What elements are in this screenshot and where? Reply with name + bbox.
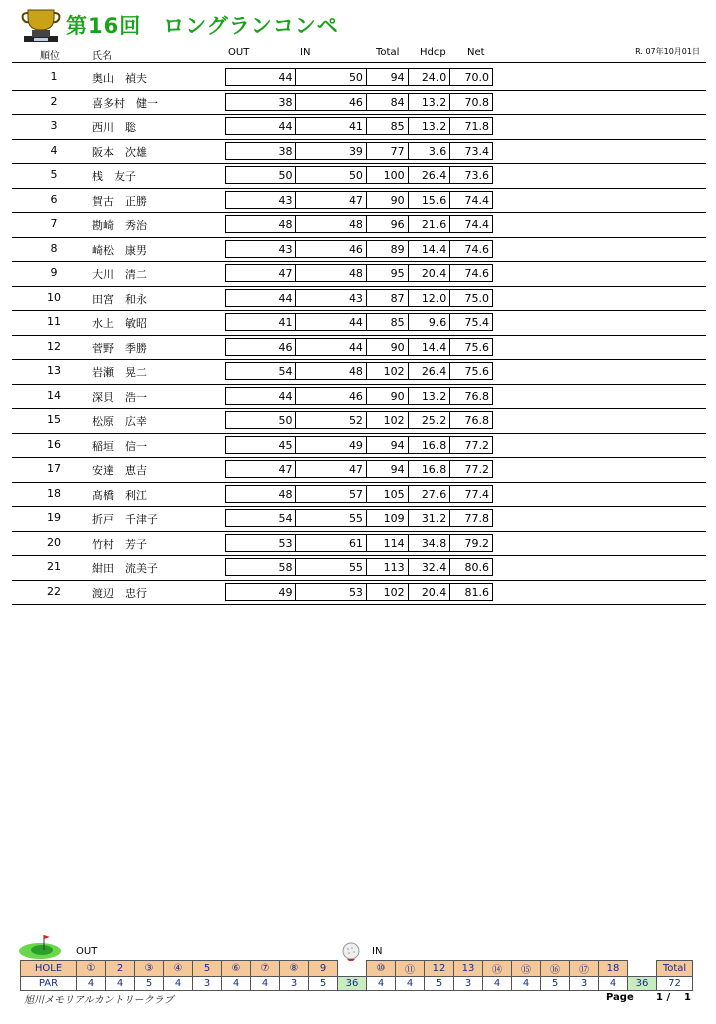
in-score: 50 [296,167,366,183]
total-score: 85 [367,314,409,330]
result-row [12,287,706,312]
header-in: IN [300,47,311,58]
player-name: 賀古 正勝 [92,194,147,208]
net-score: 79.2 [464,536,489,550]
header-name: 氏名 [92,51,112,62]
net-score: 81.6 [464,585,489,599]
result-row [12,91,706,116]
result-row [12,409,706,434]
total-score: 96 [367,216,409,232]
total-score: 105 [367,486,409,502]
in-score: 57 [296,486,366,502]
rank-cell: 18 [47,486,61,500]
rank-cell: 3 [50,119,58,132]
hole-number: Total [657,961,693,977]
total-score: 113 [367,559,409,575]
rank-cell: 8 [50,241,58,255]
player-name: 奥山 禎夫 [92,72,147,85]
player-name: 阪本 次雄 [92,145,147,159]
rank-cell: 12 [47,339,61,353]
player-name: 渡辺 忠行 [92,586,147,600]
score-box [225,191,493,209]
header-rank: 順位 [40,51,60,62]
net-score: 74.6 [464,267,489,280]
net-score: 74.6 [464,242,489,256]
hdcp-value: 13.2 [409,388,451,404]
net-score: 71.8 [464,120,489,133]
hole-number: 9 [309,961,338,977]
report-date: R. 07年10月01日 [635,47,700,56]
in-score: 46 [296,94,366,110]
result-row [12,189,706,214]
result-row [12,262,706,287]
par-value: 36 [338,977,367,991]
rank-cell: 16 [47,437,61,451]
hole-number: 12 [425,961,454,977]
result-row [12,213,706,238]
hole-number: ⑭ [483,961,512,977]
par-value: 3 [193,977,222,991]
par-value: 4 [77,977,106,991]
in-score: 52 [296,412,366,428]
total-score: 90 [367,339,409,355]
result-row [12,238,706,263]
hole-number: ⑪ [396,961,425,977]
hole-label: HOLE [21,961,77,977]
net-score: 73.4 [464,144,489,158]
hdcp-value: 13.2 [409,118,451,134]
out-score: 48 [226,216,296,232]
out-score: 46 [226,339,296,355]
par-value: 3 [280,977,309,991]
in-score: 53 [296,584,366,600]
score-box [225,117,493,135]
player-name: 深貝 浩一 [92,390,147,404]
rank-cell: 6 [50,192,58,206]
result-row [12,434,706,459]
total-score: 89 [367,241,409,257]
total-score: 77 [367,143,409,159]
score-box [225,215,493,233]
score-box [225,387,493,405]
result-row [12,507,706,532]
player-name: 稲垣 信一 [92,439,147,453]
par-value: 5 [425,977,454,991]
hdcp-value: 16.8 [409,461,451,477]
out-score: 58 [226,559,296,575]
result-row [12,532,706,557]
rank-cell: 13 [47,364,61,377]
net-score: 76.8 [464,389,489,403]
player-name: 桟 友子 [92,170,136,183]
score-box [225,142,493,160]
total-score: 102 [367,412,409,428]
hdcp-value: 16.8 [409,437,451,453]
header-out: OUT [228,47,250,58]
net-score: 75.0 [464,291,489,305]
result-row [12,115,706,140]
score-box [225,68,493,86]
hole-number: ⑧ [280,961,309,977]
par-value: 4 [164,977,193,991]
in-score: 41 [296,118,366,134]
results-table [12,66,706,605]
player-name: 勘崎 秀治 [92,219,147,232]
net-score: 74.4 [464,193,489,207]
hole-number: 13 [454,961,483,977]
rank-cell: 20 [47,535,61,549]
rank-cell: 14 [47,388,61,402]
score-box [225,362,493,380]
score-box [225,93,493,111]
out-score: 53 [226,535,296,551]
net-score: 77.2 [464,463,489,476]
net-score: 75.4 [464,316,489,329]
out-score: 47 [226,265,296,281]
hole-number: ⑩ [367,961,396,977]
out-score: 44 [226,69,296,85]
in-score: 44 [296,339,366,355]
score-box [225,289,493,307]
out-score: 47 [226,461,296,477]
header-net: Net [467,47,485,58]
page-number: 1 / 1 [656,992,691,1003]
total-score: 94 [367,461,409,477]
trophy-icon [20,8,62,42]
player-name: 大川 清二 [92,268,147,281]
out-score: 41 [226,314,296,330]
total-score: 90 [367,192,409,208]
player-name: 喜多村 健一 [92,96,158,110]
score-box [225,240,493,258]
rank-cell: 1 [50,70,58,83]
result-row [12,311,706,336]
in-score: 47 [296,461,366,477]
rank-cell: 11 [47,315,61,328]
hdcp-value: 14.4 [409,339,451,355]
hole-number: ⑥ [222,961,251,977]
rank-cell: 21 [47,560,61,573]
hdcp-value: 13.2 [409,94,451,110]
out-score: 44 [226,388,296,404]
score-box [225,534,493,552]
net-score: 77.4 [464,487,489,501]
hole-number: ⑮ [512,961,541,977]
par-row [21,977,693,991]
net-score: 77.2 [464,438,489,452]
hdcp-value: 20.4 [409,265,451,281]
hole-number: ④ [164,961,193,977]
net-score: 74.4 [464,218,489,231]
rank-cell: 10 [47,290,61,304]
result-row [12,581,706,606]
in-score: 50 [296,69,366,85]
in-label: IN [372,946,383,957]
total-score: 114 [367,535,409,551]
score-box [225,485,493,503]
result-row [12,164,706,189]
result-row [12,360,706,385]
result-row [12,458,706,483]
hdcp-value: 12.0 [409,290,451,306]
total-score: 94 [367,437,409,453]
rank-cell: 15 [47,413,61,426]
score-box [225,509,493,527]
total-score: 100 [367,167,409,183]
hdcp-value: 25.2 [409,412,451,428]
page-label: Page [606,992,634,1003]
total-score: 87 [367,290,409,306]
in-score: 39 [296,143,366,159]
score-box [225,166,493,184]
player-name: 竹村 芳子 [92,537,147,551]
result-row [12,385,706,410]
out-score: 44 [226,290,296,306]
hole-number: ⑦ [251,961,280,977]
rank-cell: 9 [50,266,58,279]
player-name: 折戸 千津子 [92,513,158,526]
out-score: 49 [226,584,296,600]
rank-cell: 19 [47,511,61,524]
rank-cell: 5 [50,168,58,181]
hdcp-value: 26.4 [409,167,451,183]
rank-cell: 2 [50,94,58,108]
hdcp-value: 21.6 [409,216,451,232]
hdcp-value: 32.4 [409,559,451,575]
par-value: 5 [309,977,338,991]
result-row [12,66,706,91]
par-value: 3 [454,977,483,991]
par-value: 4 [222,977,251,991]
in-score: 48 [296,363,366,379]
in-score: 55 [296,559,366,575]
hole-number [628,961,657,977]
hdcp-value: 3.6 [409,143,451,159]
par-value: 4 [251,977,280,991]
net-score: 70.0 [464,71,489,84]
net-score: 80.6 [464,561,489,574]
club-name: 旭川メモリアルカントリークラブ [24,995,174,1006]
hdcp-value: 27.6 [409,486,451,502]
hole-number [338,961,367,977]
total-score: 102 [367,363,409,379]
par-value: 4 [396,977,425,991]
net-score: 77.8 [464,512,489,525]
hole-row [21,961,693,977]
score-box [225,436,493,454]
out-score: 50 [226,412,296,428]
page-title: 第16回 ロングランコンペ [66,14,339,38]
par-label: PAR [21,977,77,991]
par-value: 5 [541,977,570,991]
par-value: 36 [628,977,657,991]
score-box [225,264,493,282]
hdcp-value: 9.6 [409,314,451,330]
total-score: 84 [367,94,409,110]
player-name: 髙橋 利江 [92,488,147,502]
total-score: 109 [367,510,409,526]
in-score: 61 [296,535,366,551]
rank-cell: 17 [47,462,61,475]
player-name: 岩瀬 晃二 [92,366,147,379]
in-score: 44 [296,314,366,330]
par-value: 5 [135,977,164,991]
out-score: 54 [226,510,296,526]
result-row [12,556,706,581]
total-score: 90 [367,388,409,404]
in-score: 43 [296,290,366,306]
par-value: 4 [599,977,628,991]
out-score: 54 [226,363,296,379]
player-name: 崎松 康男 [92,243,147,257]
score-box [225,460,493,478]
par-table [20,960,693,991]
out-score: 38 [226,94,296,110]
hdcp-value: 20.4 [409,584,451,600]
in-score: 48 [296,216,366,232]
hole-number: ⑰ [570,961,599,977]
score-box [225,583,493,601]
out-score: 43 [226,241,296,257]
player-name: 西川 聡 [92,121,136,134]
in-score: 46 [296,388,366,404]
score-box [225,338,493,356]
par-value: 4 [512,977,541,991]
total-score: 102 [367,584,409,600]
net-score: 76.8 [464,414,489,427]
rank-cell: 22 [47,584,61,598]
total-score: 94 [367,69,409,85]
hole-number: ③ [135,961,164,977]
player-name: 菅野 季勝 [92,341,147,355]
par-value: 72 [657,977,693,991]
in-score: 47 [296,192,366,208]
out-score: 44 [226,118,296,134]
in-score: 48 [296,265,366,281]
par-value: 4 [483,977,512,991]
hole-number: ⑯ [541,961,570,977]
hole-number: 18 [599,961,628,977]
header-hdcp: Hdcp [420,47,446,58]
score-box [225,313,493,331]
hole-number: ① [77,961,106,977]
par-value: 4 [106,977,135,991]
hdcp-value: 26.4 [409,363,451,379]
result-row [12,483,706,508]
hdcp-value: 14.4 [409,241,451,257]
score-box [225,411,493,429]
hdcp-value: 24.0 [409,69,451,85]
total-score: 85 [367,118,409,134]
net-score: 75.6 [464,340,489,354]
out-label: OUT [76,946,98,957]
in-score: 46 [296,241,366,257]
out-score: 50 [226,167,296,183]
rank-cell: 7 [50,217,58,230]
hdcp-value: 31.2 [409,510,451,526]
net-score: 70.8 [464,95,489,109]
golf-green-icon [18,933,64,961]
result-row [12,140,706,165]
par-value: 3 [570,977,599,991]
result-row [12,336,706,361]
out-score: 38 [226,143,296,159]
rank-cell: 4 [50,143,58,157]
par-value: 4 [367,977,396,991]
player-name: 田宮 和永 [92,292,147,306]
column-header-row [12,46,706,63]
total-score: 95 [367,265,409,281]
out-score: 45 [226,437,296,453]
out-score: 48 [226,486,296,502]
hole-number: 2 [106,961,135,977]
hdcp-value: 34.8 [409,535,451,551]
in-score: 55 [296,510,366,526]
player-name: 松原 広幸 [92,415,147,428]
hole-number: 5 [193,961,222,977]
player-name: 水上 敏昭 [92,317,147,330]
net-score: 75.6 [464,365,489,378]
out-score: 43 [226,192,296,208]
hdcp-value: 15.6 [409,192,451,208]
in-score: 49 [296,437,366,453]
header-total: Total [376,47,400,58]
net-score: 73.6 [464,169,489,182]
player-name: 安達 恵吉 [92,464,147,477]
player-name: 紺田 流美子 [92,562,158,575]
title-area [20,8,420,42]
course-footer [0,925,716,1024]
score-box [225,558,493,576]
